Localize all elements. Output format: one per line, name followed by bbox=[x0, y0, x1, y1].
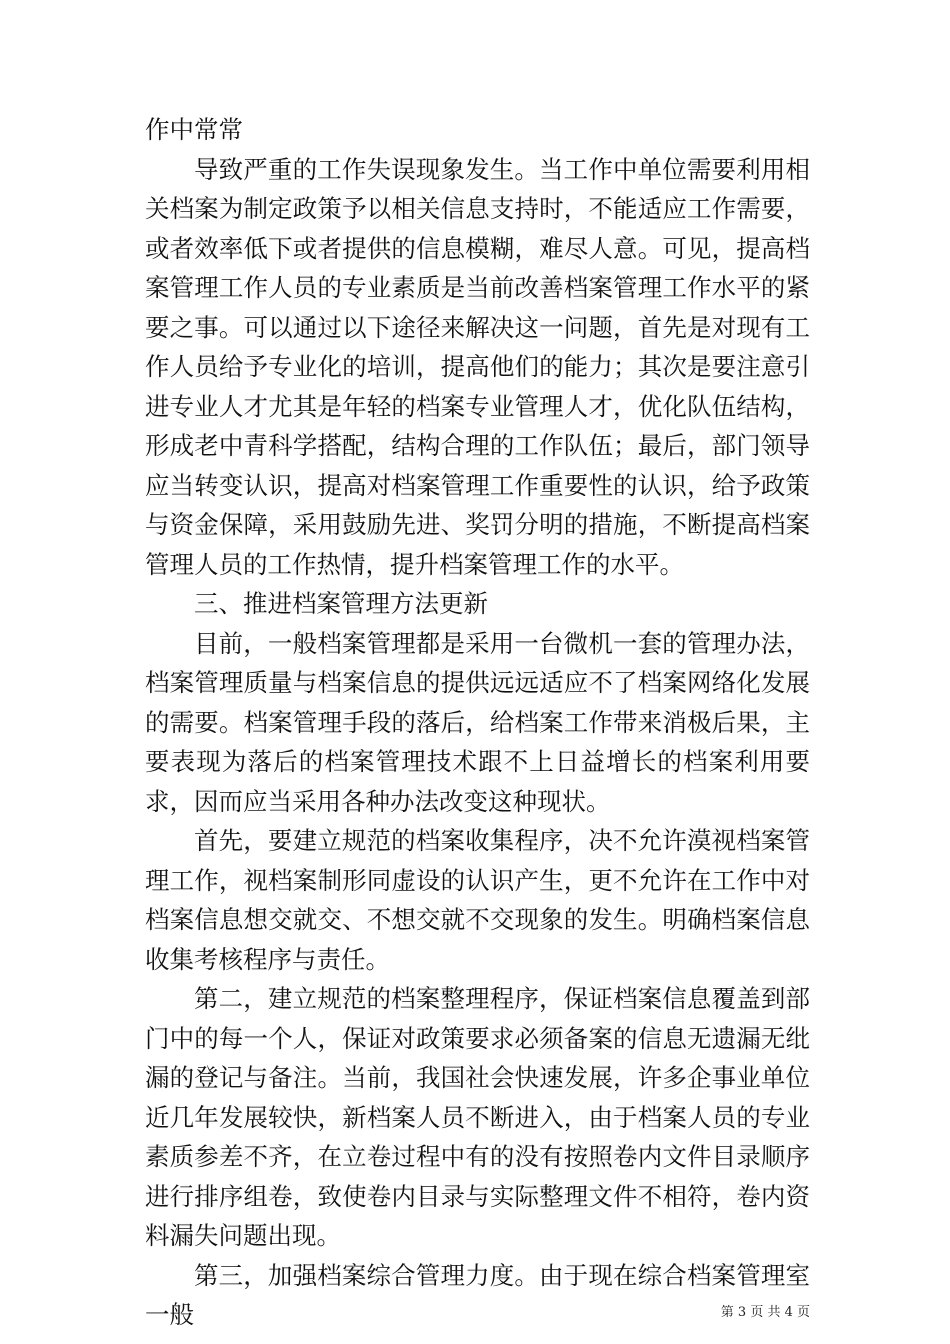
body-text bbox=[145, 110, 810, 1335]
paragraph-6: 第三，加强档案综合管理力度。由于现在综合档案管理室一般 bbox=[145, 1260, 810, 1329]
paragraph-2: 导致严重的工作失误现象发生。当工作中单位需要利用相关档案为制定政策予以相关信息支持时，不能适应工作需要，或者效率低下或者提供的信息模糊，难尽人意。可见，提高档案管理工作人员的专业素质是当前改善档案管理工作水平的紧要之事。可以通过以下途径来解决这一问题，首先是对现有工作人员给予专业化的培训，提高他们的能力；其次是要注意引进专业人才尤其是年轻的档案专业管理人才，优化队伍结构，形成老中青科学搭配，结构合理的工作队伍；最后，部门领导应当转变认识，提高对档案管理工作重要性的认识，给予政策与资金保障，采用鼓励先进、奖罚分明的措施，不断提高档案管理人员的工作热情，提升档案管理工作的水平。 bbox=[145, 154, 810, 579]
paragraph-4: 首先，要建立规范的档案收集程序，决不允许漠视档案管理工作，视档案制形同虚设的认识产生，更不允许在工作中对档案信息想交就交、不想交就不交现象的发生。明确档案信息收集考核程序与责任。 bbox=[145, 826, 810, 974]
paragraph-3: 目前，一般档案管理都是采用一台微机一套的管理办法，档案管理质量与档案信息的提供远远适应不了档案网络化发展的需要。档案管理手段的落后，给档案工作带来消极后果，主要表现为落后的档案管理技术跟不上日益增长的档案利用要求，因而应当采用各种办法改变这种现状。 bbox=[145, 628, 810, 816]
page-number: 第 3 页 共 4 页 bbox=[720, 1305, 810, 1320]
paragraph-5: 第二，建立规范的档案整理程序，保证档案信息覆盖到部门中的每一个人，保证对政策要求必须备案的信息无遗漏无纰漏的登记与备注。当前，我国社会快速发展，许多企事业单位近几年发展较快，新档案人员不断进入，由于档案人员的专业素质参差不齐，在立卷过程中有的没有按照卷内文件目录顺序进行排序组卷，致使卷内目录与实际整理文件不相符，卷内资料漏失问题出现。 bbox=[145, 984, 810, 1250]
section-heading: 三、推进档案管理方法更新 bbox=[194, 589, 488, 618]
paragraph-1: 作中常常 bbox=[145, 115, 243, 144]
